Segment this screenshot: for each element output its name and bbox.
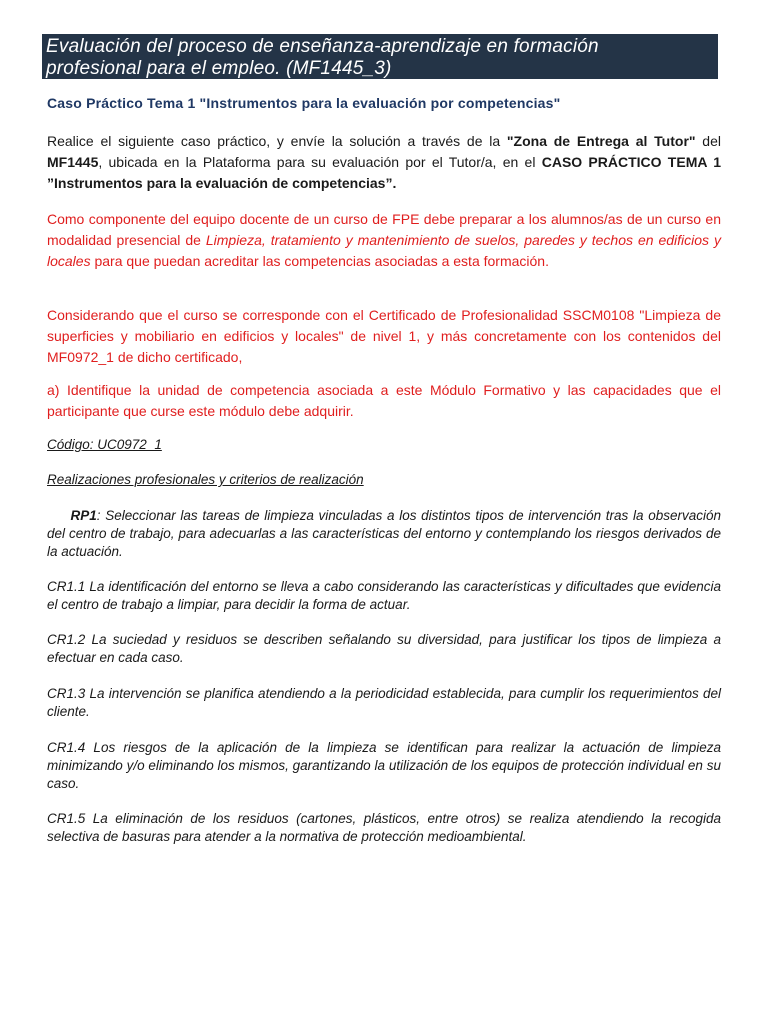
scenario-text-1: Como componente del equipo docente de un curso de FPE debe preparar a los alumnos/as de un curso en modalidad presencial de	[47, 211, 721, 248]
rp1-paragraph	[47, 507, 721, 561]
criterion-cr1-3: CR1.3 La intervención se planifica atendiendo a la periodicidad establecida, para cumplir los requerimientos del cliente.	[47, 686, 721, 719]
intro-text-2: del	[695, 133, 721, 149]
criterion-cr1-1: CR1.1 La identificación del entorno se lleva a cabo considerando las características y dificultades que evidencia el centro de trabajo a limpiar, para decidir la forma de actuar.	[47, 579, 721, 612]
rp1-label: RP1	[70, 508, 97, 523]
title-banner	[42, 34, 718, 79]
scenario-paragraph	[47, 209, 721, 272]
criterion-cr1-4: CR1.4 Los riesgos de la aplicación de la limpieza se identifican para realizar la actuación de limpieza minimizando y/o eliminando los mismos, garantizando la utilización de los equipos de protección individual en su caso.	[47, 740, 721, 791]
scenario-text-2: para que puedan acreditar las competencias asociadas a esta formación.	[90, 253, 549, 269]
criterion-cr1-5: CR1.5 La eliminación de los residuos (cartones, plásticos, entre otros) se realiza atendiendo la recogida selectiva de basuras para atender a la normativa de protección medioambiental.	[47, 811, 721, 844]
criterion-cr1-2: CR1.2 La suciedad y residuos se describen señalando su diversidad, para justificar los tipos de limpieza a efectuar en cada caso.	[47, 632, 721, 665]
intro-bold-zona: "Zona de Entrega al Tutor"	[506, 133, 696, 149]
rp1-text: : Seleccionar las tareas de limpieza vinculadas a los distintos tipos de intervención tras la observación del centro de trabajo, para adecuarlas a las características del entorno y contemplando los riesgos derivados de la actuación.	[47, 508, 721, 559]
title-line-1: Evaluación del proceso de enseñanza-aprendizaje en formación	[46, 36, 599, 57]
intro-bold-caso: CASO PRÁCTICO TEMA 1 ”Instrumentos para la evaluación de competencias”.	[47, 154, 721, 191]
task-a-paragraph: a) Identifique la unidad de competencia asociada a este Módulo Formativo y las capacidades que el participante que curse este módulo debe adquirir.	[47, 382, 721, 419]
realizaciones-heading: Realizaciones profesionales y criterios de realización	[47, 472, 364, 487]
certificate-paragraph: Considerando que el curso se corresponde con el Certificado de Profesionalidad SSCM0108 "Limpieza de superficies y mobiliario en edificios y locales" de nivel 1, y más concretamente con los contenidos del MF0972_1 de dicho certificado,	[47, 307, 721, 365]
code-label: Código: UC0972_1	[47, 437, 162, 452]
intro-paragraph	[47, 131, 721, 194]
intro-bold-mf: MF1445	[47, 154, 99, 170]
scenario-course-name: Limpieza, tratamiento y mantenimiento de suelos, paredes y techos en edificios y locales	[47, 232, 721, 269]
case-subtitle: Caso Práctico Tema 1 "Instrumentos para la evaluación por competencias"	[47, 95, 561, 111]
intro-text-3: , ubicada en la Plataforma para su evaluación por el Tutor/a, en el	[98, 154, 542, 170]
intro-text-1: Realice el siguiente caso práctico, y envíe la solución a través de la	[47, 133, 507, 149]
title-line-2: profesional para el empleo. (MF1445_3)	[46, 58, 392, 79]
